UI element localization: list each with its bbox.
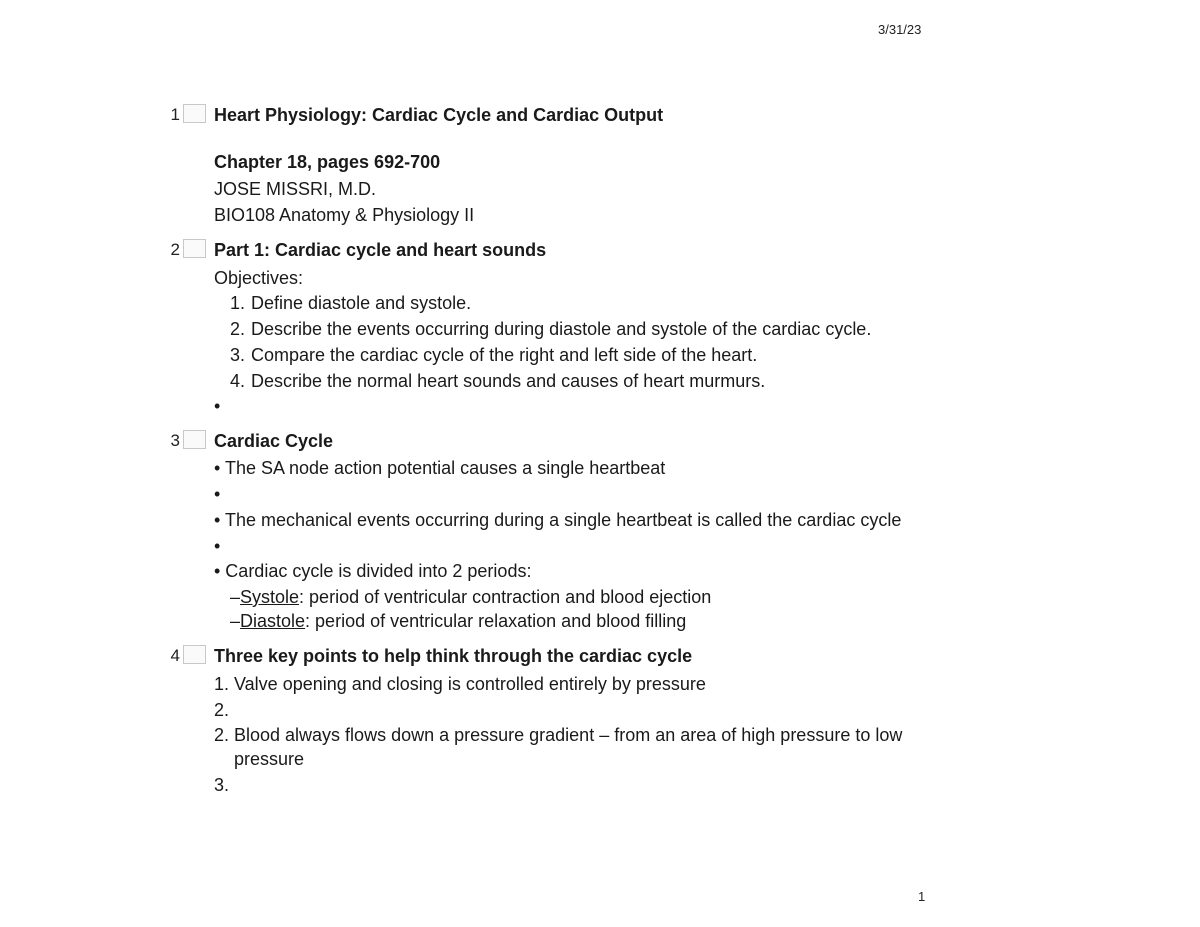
author-line: JOSE MISSRI, M.D.	[214, 179, 377, 199]
list-marker: 1.	[214, 674, 230, 694]
slide-title: Three key points to help think through the cardiac cycle	[214, 646, 693, 666]
sub-item-diastole	[230, 610, 686, 632]
list-marker: 2.	[214, 725, 230, 745]
page-number: 1	[918, 889, 926, 904]
empty-bullet: •	[214, 396, 221, 416]
slide-thumbnail[interactable]	[183, 239, 206, 258]
list-item: Define diastole and systole.	[251, 293, 472, 313]
slide-number: 4	[170, 646, 180, 665]
list-marker: 2.	[230, 319, 246, 339]
slide-thumbnail[interactable]	[183, 645, 206, 664]
list-item: Blood always flows down a pressure gradient – from an area of high pressure to low	[234, 725, 903, 745]
slide-thumbnail[interactable]	[183, 104, 206, 123]
list-marker: 4.	[230, 371, 246, 391]
page-date: 3/31/23	[878, 22, 922, 37]
sub-item-systole	[230, 586, 711, 608]
list-marker: 3.	[214, 775, 230, 795]
term-systole: Systole	[240, 587, 300, 607]
slide-number: 3	[170, 431, 180, 450]
list-item: Describe the normal heart sounds and causes of heart murmurs.	[251, 371, 766, 391]
slide-title: Heart Physiology: Cardiac Cycle and Cardiac Output	[214, 105, 664, 125]
slide-number: 2	[170, 240, 180, 259]
slide-title: Cardiac Cycle	[214, 431, 334, 451]
course-line: BIO108 Anatomy & Physiology II	[214, 205, 475, 225]
list-item: Compare the cardiac cycle of the right and left side of the heart.	[251, 345, 758, 365]
list-item: Describe the events occurring during diastole and systole of the cardiac cycle.	[251, 319, 872, 339]
definition: : period of ventricular contraction and blood ejection	[299, 587, 712, 607]
chapter-line: Chapter 18, pages 692-700	[214, 152, 441, 172]
definition: : period of ventricular relaxation and blood filling	[305, 611, 687, 631]
slide-number: 1	[170, 105, 180, 124]
bullet-item: •	[214, 536, 221, 556]
bullet-item: • The mechanical events occurring during a single heartbeat is called the cardiac cycle	[214, 510, 902, 530]
dash: –	[230, 587, 241, 607]
list-marker: 3.	[230, 345, 246, 365]
list-marker: 2.	[214, 700, 230, 720]
dash: –	[230, 611, 241, 631]
slide-title: Part 1: Cardiac cycle and heart sounds	[214, 240, 547, 260]
list-item: Valve opening and closing is controlled entirely by pressure	[234, 674, 706, 694]
term-diastole: Diastole	[240, 611, 306, 631]
list-marker: 1.	[230, 293, 246, 313]
list-item-continuation: pressure	[234, 749, 305, 769]
objectives-label: Objectives:	[214, 268, 304, 288]
bullet-item: •	[214, 484, 221, 504]
bullet-item: • The SA node action potential causes a single heartbeat	[214, 458, 666, 478]
bullet-item: • Cardiac cycle is divided into 2 periods:	[214, 561, 532, 581]
slide-thumbnail[interactable]	[183, 430, 206, 449]
